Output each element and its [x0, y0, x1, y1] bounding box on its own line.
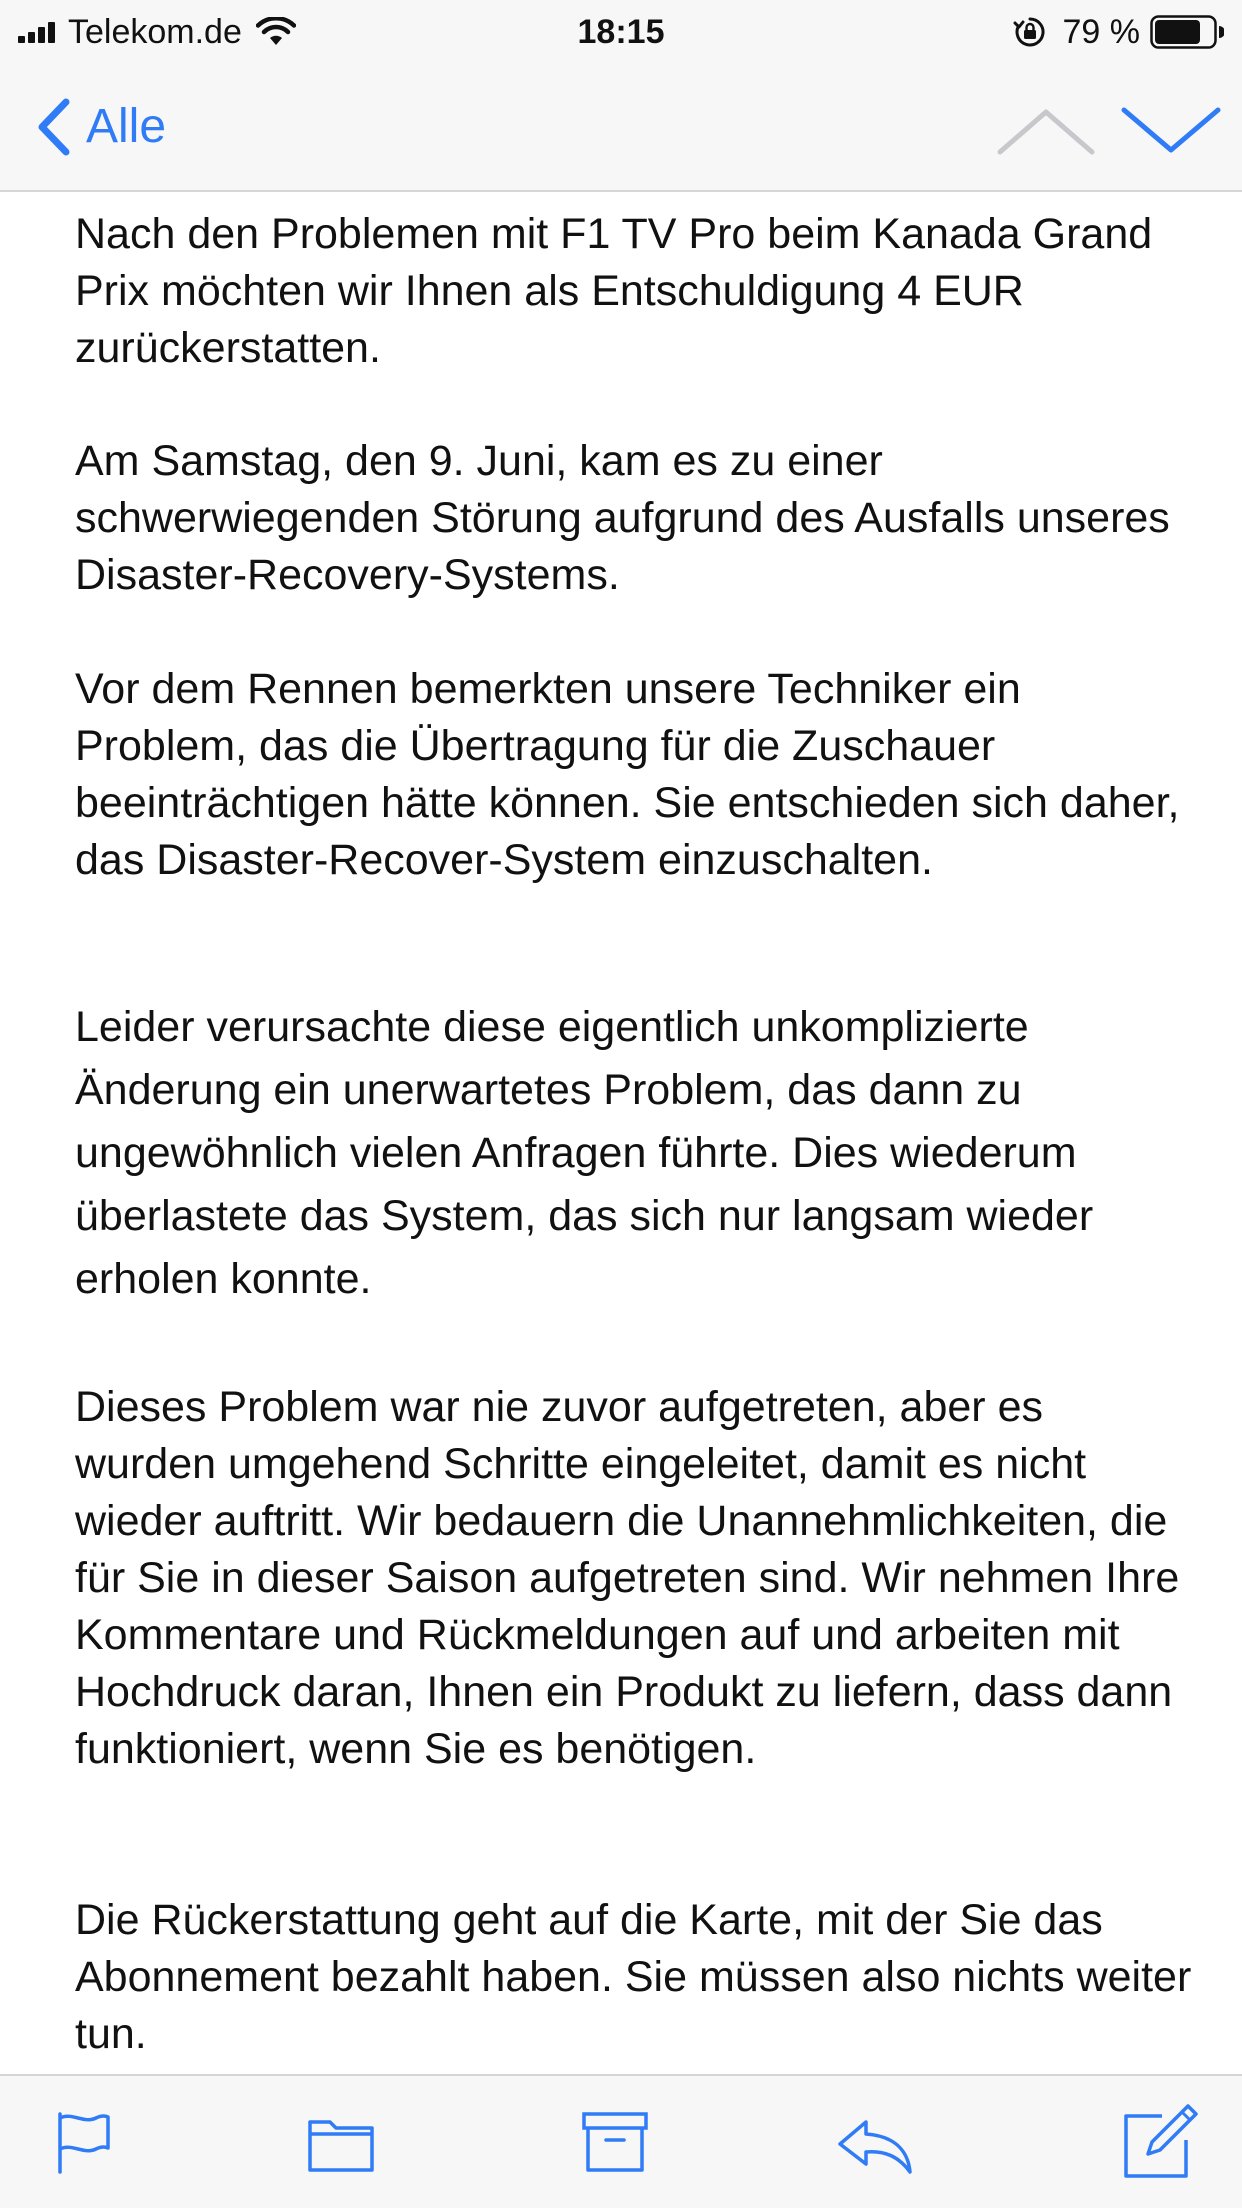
- mail-paragraph: Dieses Problem war nie zuvor aufgetreten, aber es wurden umgehend Schritte eingeleitet, damit es nicht wieder auftritt. Wir bedauern die Unannehmlichkeiten, die für Sie in dieser Saison aufgetreten sind. Wir nehmen Ihre Kommentare und Rückmeldungen auf und arbeiten mit Hochdruck daran, Ihnen ein Produkt zu liefern, dass dann funktioniert, wenn Sie es benötigen.: [75, 1383, 1180, 1773]
- battery-percent: 79 %: [1062, 13, 1140, 51]
- chevron-left-icon: [34, 96, 74, 158]
- battery-icon: [1150, 15, 1224, 49]
- previous-message-chevron-up-icon[interactable]: [994, 102, 1098, 162]
- status-bar: [0, 0, 1242, 62]
- right-status-group: [1013, 12, 1225, 52]
- mail-paragraph: Vor dem Rennen bemerkten unsere Techniker ein Problem, das die Übertragung für die Zuschauer beeinträchtigen hätte können. Sie entschieden sich daher, das Disaster-Recover-System einzuschalten.: [75, 665, 1180, 884]
- mail-paragraph: Die Rückerstattung geht auf die Karte, mit der Sie das Abonnement bezahlt haben. Sie müssen also nichts weiter tun.: [75, 1896, 1192, 2058]
- next-message-chevron-down-icon[interactable]: [1118, 100, 1224, 160]
- mail-paragraph: Am Samstag, den 9. Juni, kam es zu einer schwerwiegenden Störung aufgrund des Ausfalls unseres Disaster-Recovery-Systems.: [75, 437, 1170, 599]
- mail-paragraph: Nach den Problemen mit F1 TV Pro beim Kanada Grand Prix möchten wir Ihnen als Entschuldigung 4 EUR zurückerstatten.: [75, 210, 1153, 372]
- back-button[interactable]: [34, 92, 166, 162]
- mail-paragraph: Leider verursachte diese eigentlich unkomplizierte Änderung ein unerwartetes Problem, das dann zu ungewöhnlich vielen Anfragen führte. Dies wiederum überlastete das System, das sich nur langsam wieder erholen konnte.: [75, 1003, 1094, 1303]
- compose-icon[interactable]: [1120, 2102, 1200, 2182]
- mail-toolbar: [0, 2074, 1242, 2208]
- mail-body[interactable]: [75, 192, 1195, 2072]
- rotation-lock-icon: [1013, 15, 1047, 49]
- back-button-label: Alle: [86, 100, 167, 153]
- reply-icon[interactable]: [836, 2108, 916, 2178]
- folder-icon[interactable]: [306, 2108, 376, 2178]
- carrier-name: Telekom.de: [68, 13, 242, 51]
- flag-icon[interactable]: [50, 2108, 120, 2178]
- status-time: 18:15: [577, 13, 665, 51]
- archive-icon[interactable]: [580, 2108, 650, 2178]
- mail-nav-bar: [0, 62, 1242, 192]
